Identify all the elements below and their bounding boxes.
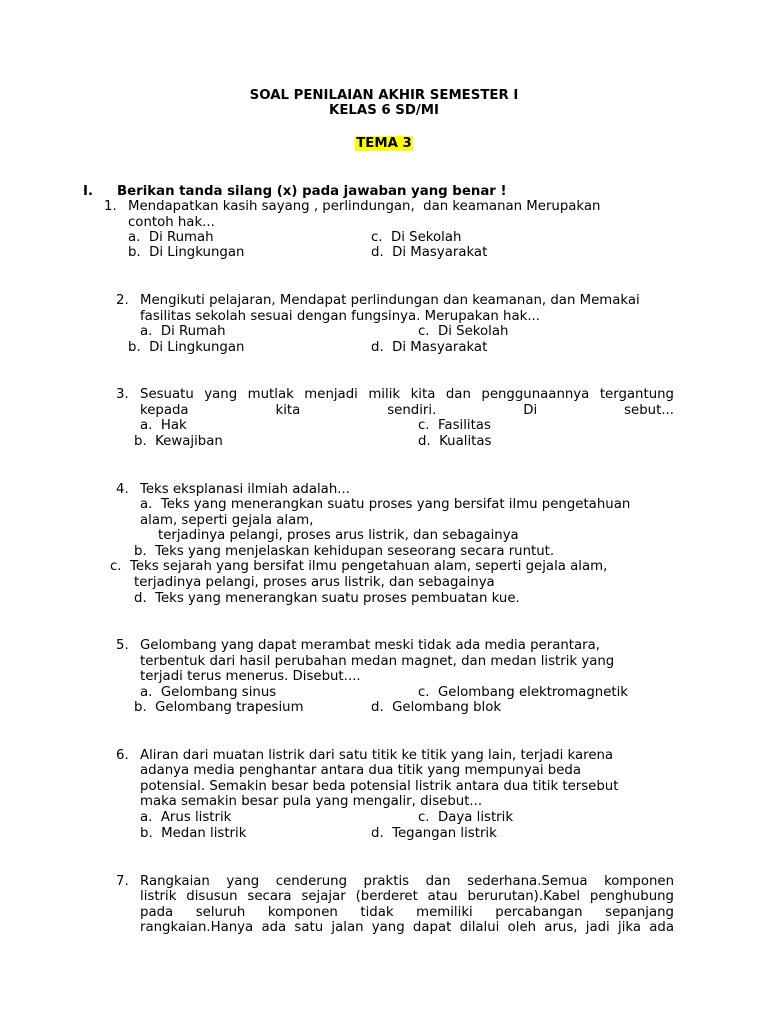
q1-text-line: contoh hak...	[128, 215, 215, 230]
q4-option-c[interactable]: c. Teks sejarah yang bersifat ilmu pengetahuan alam, seperti gejala alam,	[110, 559, 608, 574]
q3-number: 3.	[116, 387, 129, 402]
q2-option-c[interactable]: c. Di Sekolah	[418, 324, 509, 339]
q5-text-line: terbentuk dari hasil perubahan medan magnet, dan medan listrik yang	[140, 654, 615, 669]
class-label: KELAS 6 SD/MI	[329, 103, 439, 118]
q3-option-c[interactable]: c. Fasilitas	[418, 418, 491, 433]
section-numeral: I.	[83, 184, 93, 199]
q1-number: 1.	[104, 199, 117, 214]
exam-title: SOAL PENILAIAN AKHIR SEMESTER I	[249, 88, 519, 103]
q1-option-d[interactable]: d. Di Masyarakat	[371, 245, 488, 260]
q2-option-d[interactable]: d. Di Masyarakat	[371, 340, 488, 355]
q3-option-b[interactable]: b. Kewajiban	[134, 434, 223, 449]
q6-number: 6.	[116, 748, 129, 763]
q4-option-c-cont: terjadinya pelangi, proses arus listrik, dan sebagainya	[134, 575, 495, 590]
theme-label	[0, 136, 768, 152]
q2-text-line: fasilitas sekolah sesuai dengan fungsinya. Merupakan hak...	[140, 309, 541, 324]
q3-text-line: Sesuatu yang mutlak menjadi milik kita dan penggunaannya tergantung	[140, 387, 674, 402]
q6-text-line: Aliran dari muatan listrik dari satu titik ke titik yang lain, terjadi karena	[140, 748, 614, 763]
q6-option-d[interactable]: d. Tegangan listrik	[371, 826, 497, 841]
q7-text-line: Rangkaian yang cenderung praktis dan sederhana.Semua komponen	[140, 874, 674, 889]
q5-option-c[interactable]: c. Gelombang elektromagnetik	[418, 685, 628, 700]
q7-text-line: pada seluruh komponen tidak memiliki percabangan sepanjang	[140, 905, 674, 920]
q3-option-d[interactable]: d. Kualitas	[418, 434, 492, 449]
q1-option-c[interactable]: c. Di Sekolah	[371, 230, 462, 245]
q7-number: 7.	[116, 874, 129, 889]
q5-option-a[interactable]: a. Gelombang sinus	[140, 685, 277, 700]
q5-option-b[interactable]: b. Gelombang trapesium	[134, 700, 304, 715]
q2-option-b[interactable]: b. Di Lingkungan	[128, 340, 245, 355]
q5-text-line: terjadi terus menerus. Disebut....	[140, 669, 361, 684]
q6-option-a[interactable]: a. Arus listrik	[140, 810, 232, 825]
q6-option-c[interactable]: c. Daya listrik	[418, 810, 514, 825]
q2-number: 2.	[116, 293, 129, 308]
q6-text-line: maka semakin besar pula yang mengalir, disebut...	[140, 794, 483, 809]
q6-text-line: potensial. Semakin besar beda potensial listrik antara dua titik tersebut	[140, 779, 619, 794]
q4-text-line: Teks eksplanasi ilmiah adalah...	[140, 482, 350, 497]
q4-option-b[interactable]: b. Teks yang menjelaskan kehidupan seseorang secara runtut.	[134, 544, 555, 559]
q5-option-d[interactable]: d. Gelombang blok	[371, 700, 502, 715]
q3-option-a[interactable]: a. Hak	[140, 418, 187, 433]
q4-number: 4.	[116, 482, 129, 497]
q3-text-line: kepada kita sendiri. Di sebut...	[140, 403, 674, 418]
q4-option-d[interactable]: d. Teks yang menerangkan suatu proses pembuatan kue.	[134, 591, 520, 606]
q2-option-a[interactable]: a. Di Rumah	[140, 324, 226, 339]
q1-option-a[interactable]: a. Di Rumah	[128, 230, 214, 245]
q5-text-line: Gelombang yang dapat merambat meski tidak ada media perantara,	[140, 638, 600, 653]
q6-option-b[interactable]: b. Medan listrik	[140, 826, 247, 841]
q2-text-line: Mengikuti pelajaran, Mendapat perlindungan dan keamanan, dan Memakai	[140, 293, 640, 308]
section-instruction: Berikan tanda silang (x) pada jawaban yang benar !	[117, 184, 507, 199]
q4-option-a-cont: alam, seperti gejala alam,	[140, 513, 314, 528]
q4-option-a[interactable]: a. Teks yang menerangkan suatu proses yang bersifat ilmu pengetahuan	[140, 497, 631, 512]
q1-option-b[interactable]: b. Di Lingkungan	[128, 245, 245, 260]
q7-text-line: rangkaian.Hanya ada satu jalan yang dapat dilalui oleh arus, jadi jika ada	[140, 920, 674, 935]
q5-number: 5.	[116, 638, 129, 653]
theme-highlight: TEMA 3	[356, 136, 412, 151]
q7-text-line: listrik disusun secara sejajar (berderet atau berurutan).Kabel penghubung	[140, 889, 674, 904]
q1-text-line: Mendapatkan kasih sayang , perlindungan, dan keamanan Merupakan	[128, 199, 601, 214]
q6-text-line: adanya media penghantar antara dua titik yang mempunyai beda	[140, 763, 582, 778]
q4-option-a-cont: terjadinya pelangi, proses arus listrik, dan sebagainya	[158, 528, 519, 543]
